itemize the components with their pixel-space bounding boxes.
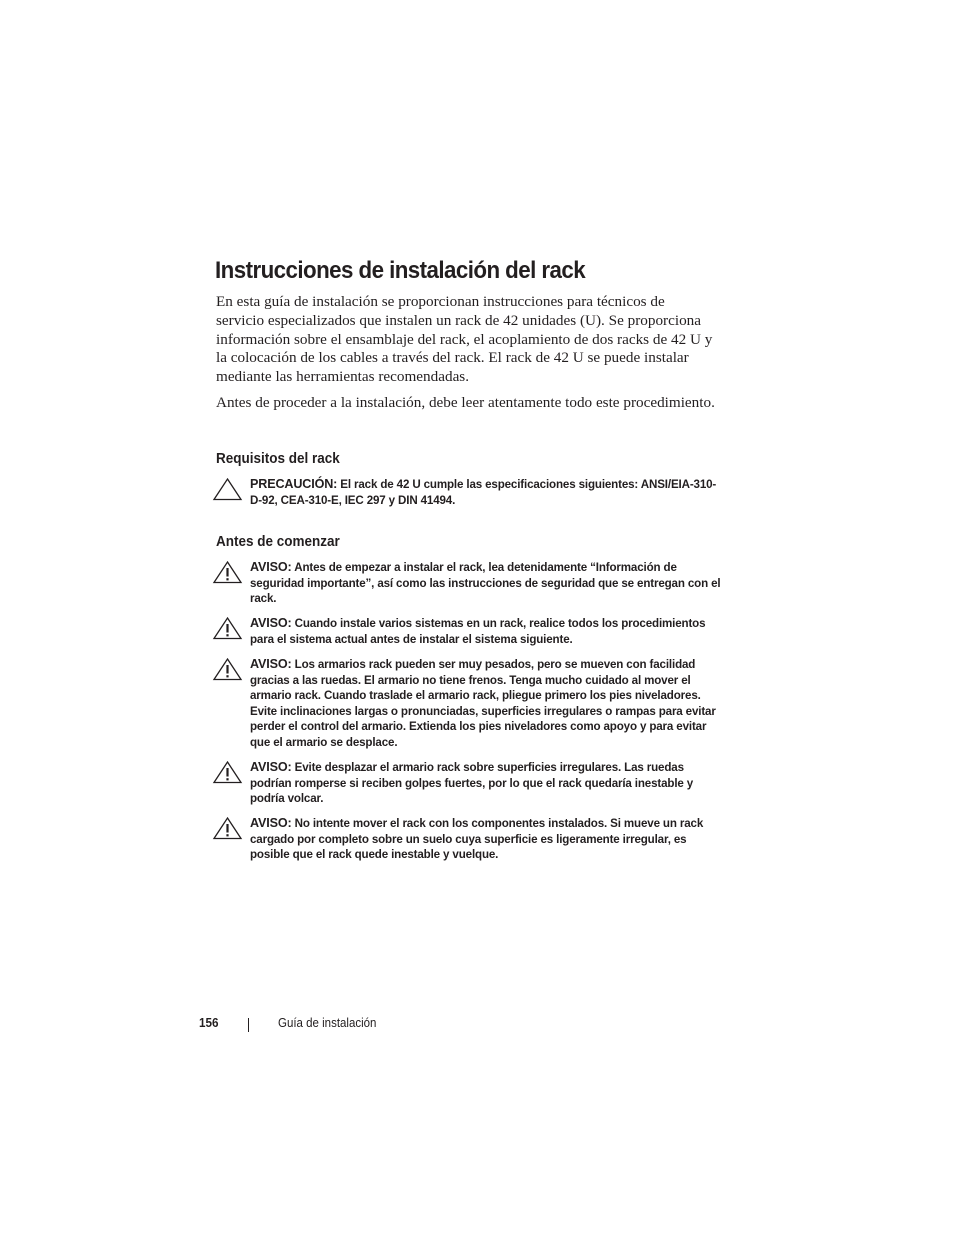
- warning-triangle-icon: [212, 657, 243, 681]
- notice-label: AVISO:: [250, 760, 292, 774]
- caution-triangle-icon: [212, 477, 243, 501]
- notice-text: Los armarios rack pueden ser muy pesados, pero se mueven con facilidad gracias a las ruedas. El armario no tiene frenos. Tenga mucho cuidado al mover el armario rack. Cuando traslade el armario rack, pliegue primero los pies niveladores. Evite inclinaciones largas o pronunciadas, superficies irregulares o rampas para evitar perder el control del armario. Extienda los pies niveladores como apoyo y para evitar que el armario se desplace.: [250, 658, 716, 749]
- page-number: 156: [199, 1015, 219, 1030]
- section-heading: Requisitos del rack: [216, 450, 340, 467]
- warning-triangle-icon: [212, 560, 243, 584]
- notice-label: AVISO:: [250, 657, 292, 671]
- warning-triangle-icon: [212, 616, 243, 640]
- intro-paragraph: Antes de proceder a la instalación, debe leer atentamente todo este procedimiento.: [216, 394, 715, 411]
- notice-label: AVISO:: [250, 616, 292, 630]
- notice-label: AVISO:: [250, 816, 292, 830]
- notice-label: AVISO:: [250, 560, 292, 574]
- notice-label: PRECAUCIÓN:: [250, 477, 338, 491]
- notice-text: No intente mover el rack con los componentes instalados. Si mueve un rack cargado por completo sobre un suelo cuya superficie es ligeramente irregular, es posible que el rack quede inestable y vuelque.: [250, 817, 704, 862]
- intro-paragraph: En esta guía de instalación se proporcionan instrucciones para técnicos de servicio especializados que instalen un rack de 42 unidades (U). Se proporciona información sobre el ensamblaje del rack, el acoplamiento de dos racks de 42 U y la colocación de los cables a través del rack. El rack de 42 U se puede instalar mediante las herramientas recomendadas.: [216, 293, 713, 386]
- notice-text: El rack de 42 U cumple las especificaciones siguientes: ANSI/EIA-310-D-92, CEA-310-E, IEC 297 y DIN 41494.: [250, 478, 717, 507]
- notice-text: Antes de empezar a instalar el rack, lea detenidamente “Información de seguridad importante”, así como las instrucciones de seguridad que se entregan con el rack.: [250, 561, 721, 606]
- notice-text: Cuando instale varios sistemas en un rack, realice todos los procedimientos para el sistema actual antes de instalar el sistema siguiente.: [250, 617, 706, 646]
- running-title: Guía de instalación: [278, 1016, 377, 1030]
- section-heading: Antes de comenzar: [216, 533, 340, 550]
- warning-triangle-icon: [212, 816, 243, 840]
- warning-triangle-icon: [212, 760, 243, 784]
- notice-text: Evite desplazar el armario rack sobre superficies irregulares. Las ruedas podrían romperse si reciben golpes fuertes, por lo que el rack quedaría inestable y podría volcar.: [250, 761, 694, 806]
- page-title: Instrucciones de instalación del rack: [215, 257, 586, 284]
- footer-divider: [248, 1018, 249, 1032]
